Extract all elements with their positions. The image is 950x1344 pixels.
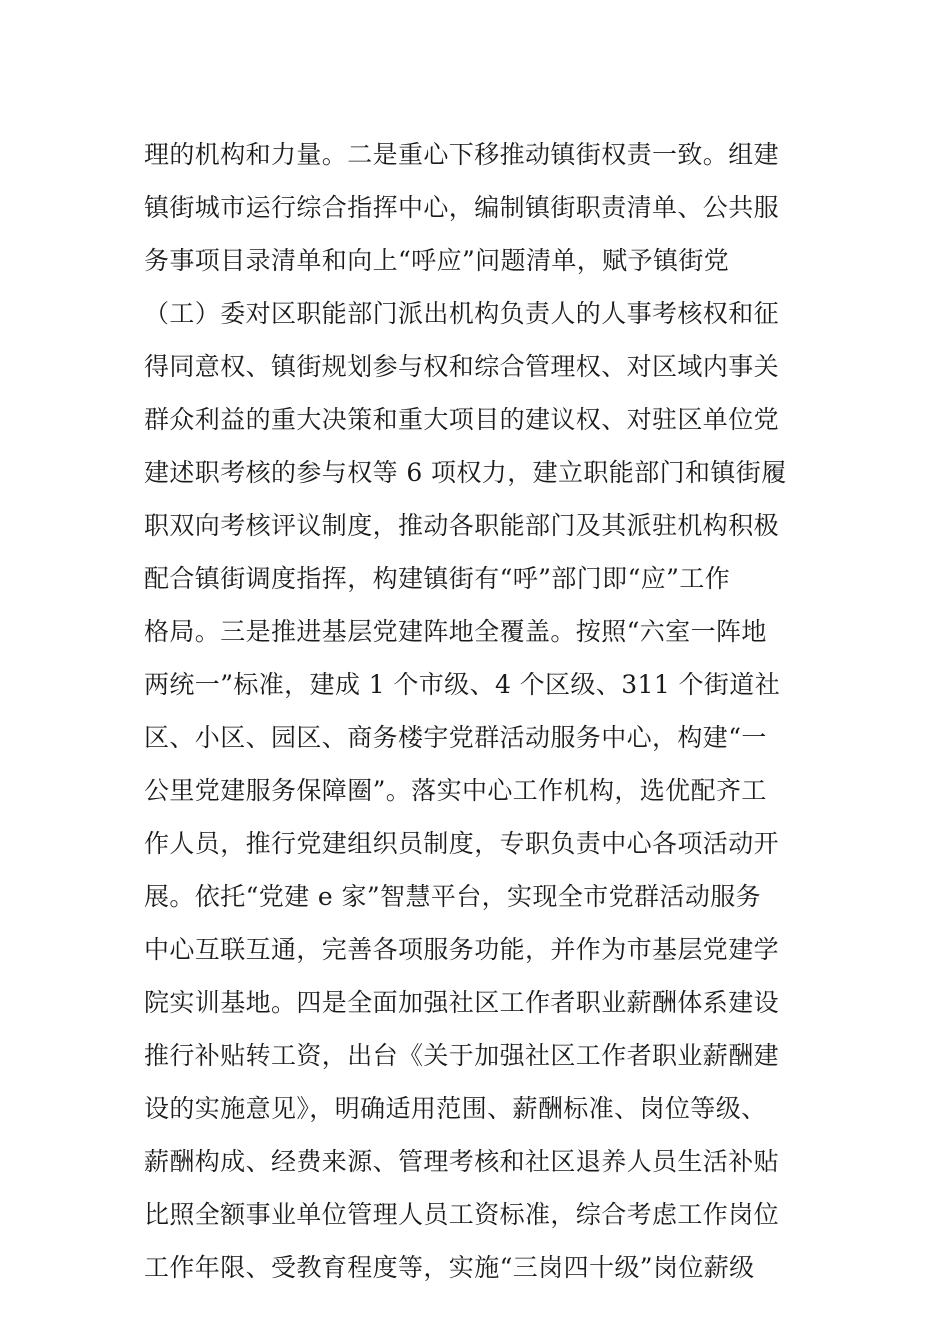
text-line-7: 建述职考核的参与权等 6 项权力，建立职能部门和镇街履 — [144, 458, 787, 487]
text-line-11: 两统一”标准，建成 1 个市级、4 个区级、311 个街道社 — [144, 670, 781, 699]
text-line-2: 镇街城市运行综合指挥中心，编制镇街职责清单、公共服 — [144, 193, 780, 222]
text-line-21: 比照全额事业单位管理人员工资标准，综合考虑工作岗位 — [144, 1200, 780, 1229]
body-paragraph — [144, 128, 814, 1294]
text-line-15: 展。依托“党建 e 家”智慧平台，实现全市党群活动服务 — [144, 882, 762, 911]
text-line-4: （工）委对区职能部门派出机构负责人的人事考核权和征 — [144, 299, 780, 328]
text-line-6: 群众利益的重大决策和重大项目的建议权、对驻区单位党 — [144, 405, 780, 434]
text-line-3: 务事项目录清单和向上“呼应”问题清单，赋予镇街党 — [144, 246, 730, 275]
text-line-12: 区、小区、园区、商务楼宇党群活动服务中心，构建“一 — [144, 723, 767, 752]
text-line-22: 工作年限、受教育程度等，实施“三岗四十级”岗位薪级 — [144, 1253, 755, 1282]
text-line-18: 推行补贴转工资，出台《关于加强社区工作者职业薪酬建 — [144, 1041, 780, 1070]
text-line-9: 配合镇街调度指挥，构建镇街有“呼”部门即“应”工作 — [144, 564, 731, 593]
text-line-19: 设的实施意见》，明确适用范围、薪酬标准、岗位等级、 — [144, 1094, 767, 1123]
text-line-1: 理的机构和力量。二是重心下移推动镇街权责一致。组建 — [144, 140, 780, 169]
text-line-20: 薪酬构成、经费来源、管理考核和社区退养人员生活补贴 — [144, 1147, 780, 1176]
text-line-10: 格局。三是推进基层党建阵地全覆盖。按照“六室一阵地 — [144, 617, 767, 646]
text-line-17: 院实训基地。四是全面加强社区工作者职业薪酬体系建设 — [144, 988, 780, 1017]
text-line-14: 作人员，推行党建组织员制度，专职负责中心各项活动开 — [144, 829, 780, 858]
text-line-5: 得同意权、镇街规划参与权和综合管理权、对区域内事关 — [144, 352, 780, 381]
text-line-13: 公里党建服务保障圈”。落实中心工作机构，选优配齐工 — [144, 776, 767, 805]
text-line-8: 职双向考核评议制度，推动各职能部门及其派驻机构积极 — [144, 511, 780, 540]
text-line-16: 中心互联互通，完善各项服务功能，并作为市基层党建学 — [144, 935, 780, 964]
